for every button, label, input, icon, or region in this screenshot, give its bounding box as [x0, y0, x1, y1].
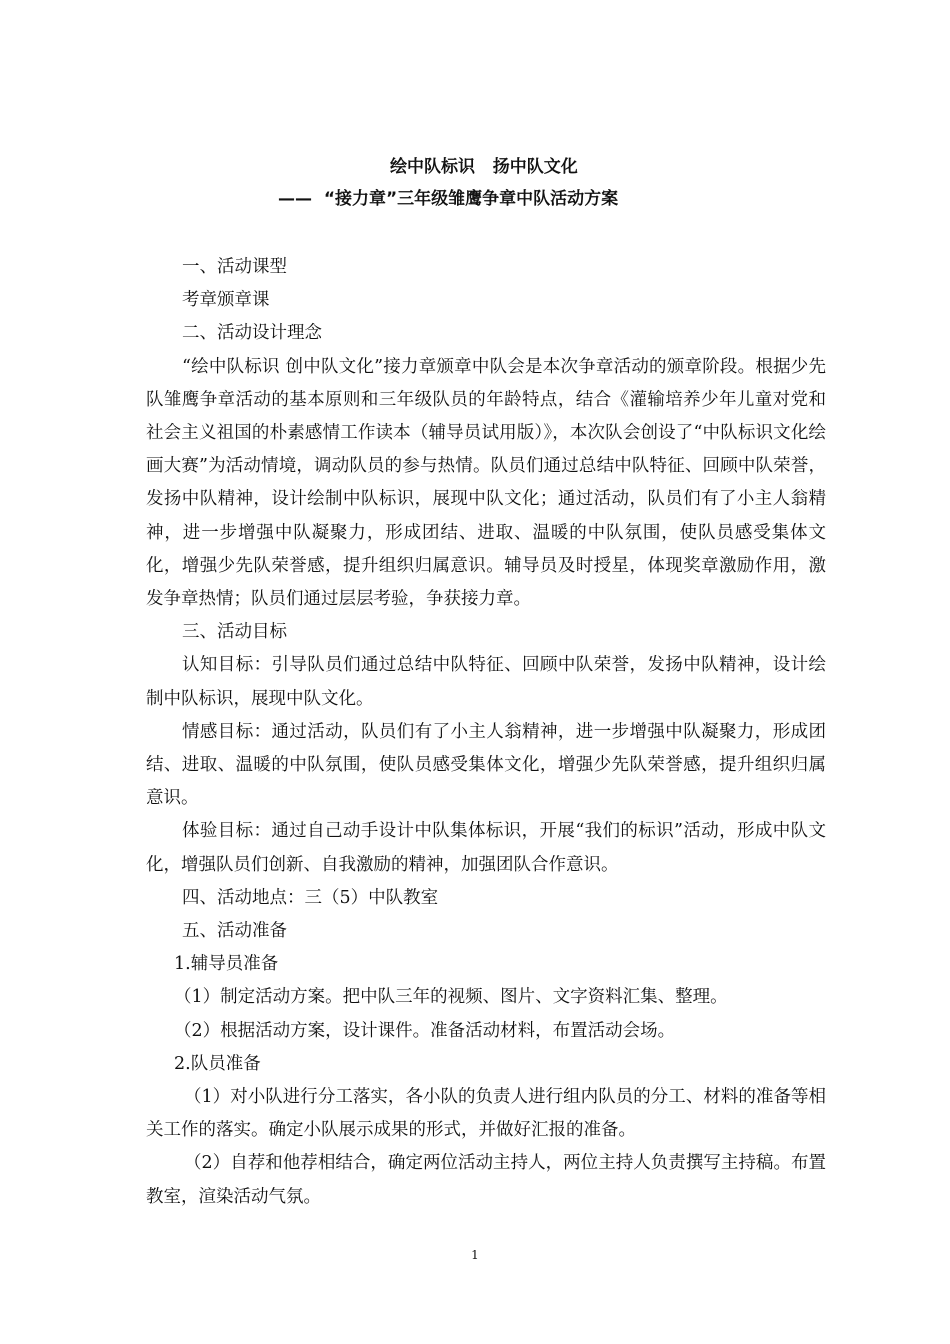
counselor-preparation-item-2: （2）根据活动方案，设计课件。准备活动材料，布置活动会场。: [174, 1020, 676, 1041]
heading-activity-preparation: 五、活动准备: [182, 921, 287, 942]
experience-goal-paragraph: 体验目标：通过自己动手设计中队集体标识，开展“我们的标识”活动，形成中队文化，增强队员们创新、自我激励的精神，加强团队合作意识。: [146, 821, 826, 875]
cognitive-goal-paragraph: 认知目标：引导队员们通过总结中队特征、回顾中队荣誉，发扬中队精神，设计绘制中队标识，展现中队文化。: [146, 655, 826, 709]
heading-activity-type: 一、活动课型: [182, 257, 287, 277]
heading-design-concept: 二、活动设计理念: [182, 323, 322, 344]
document-body: [146, 251, 826, 1214]
page-number: 1: [471, 1248, 479, 1262]
heading-activity-location: 四、活动地点：三（5）中队教室: [182, 887, 439, 908]
document-title: 绘中队标识 扬中队文化: [390, 157, 578, 177]
emotional-goal-paragraph: 情感目标：通过活动，队员们有了小主人翁精神，进一步增强中队凝聚力，形成团结、进取、温暖的中队氛围，使队员感受集体文化，增强少先队荣誉感，提升组织归属意识。: [146, 721, 826, 809]
heading-activity-goals: 三、活动目标: [182, 622, 287, 643]
member-preparation-item-2: （2）自荐和他荐相结合，确定两位活动主持人，两位主持人负责撰写主持稿。布置教室，渲染活动气氛。: [146, 1153, 826, 1207]
counselor-preparation-heading: 1.辅导员准备: [174, 954, 279, 975]
activity-type-value: 考章颁章课: [182, 290, 270, 311]
member-preparation-heading: 2.队员准备: [174, 1053, 261, 1074]
document-subtitle: —— “接力章”三年级雏鹰争章中队活动方案: [278, 189, 619, 209]
counselor-preparation-item-1: （1）制定活动方案。把中队三年的视频、图片、文字资料汇集、整理。: [174, 987, 728, 1008]
member-preparation-item-1: （1）对小队进行分工落实，各小队的负责人进行组内队员的分工、材料的准备等相关工作的落实。确定小队展示成果的形式，并做好汇报的准备。: [146, 1087, 826, 1141]
design-concept-paragraph: “绘中队标识 创中队文化”接力章颁章中队会是本次争章活动的颁章阶段。根据少先队雏鹰争章活动的基本原则和三年级队员的年龄特点，结合《灌输培养少年儿童对党和社会主义祖国的朴素感情工作读本（辅导员试用版）》，本次队会创设了“中队标识文化绘画大赛”为活动情境，调动队员的参与热情。队员们通过总结中队特征、回顾中队荣誉，发扬中队精神，设计绘制中队标识，展现中队文化；通过活动，队员们有了小主人翁精神，进一步增强中队凝聚力，形成团结、进取、温暖的中队氛围，使队员感受集体文化，增强少先队荣誉感，提升组织归属意识。辅导员及时授星，体现奖章激励作用，激发争章热情；队员们通过层层考验，争获接力章。: [146, 356, 826, 610]
